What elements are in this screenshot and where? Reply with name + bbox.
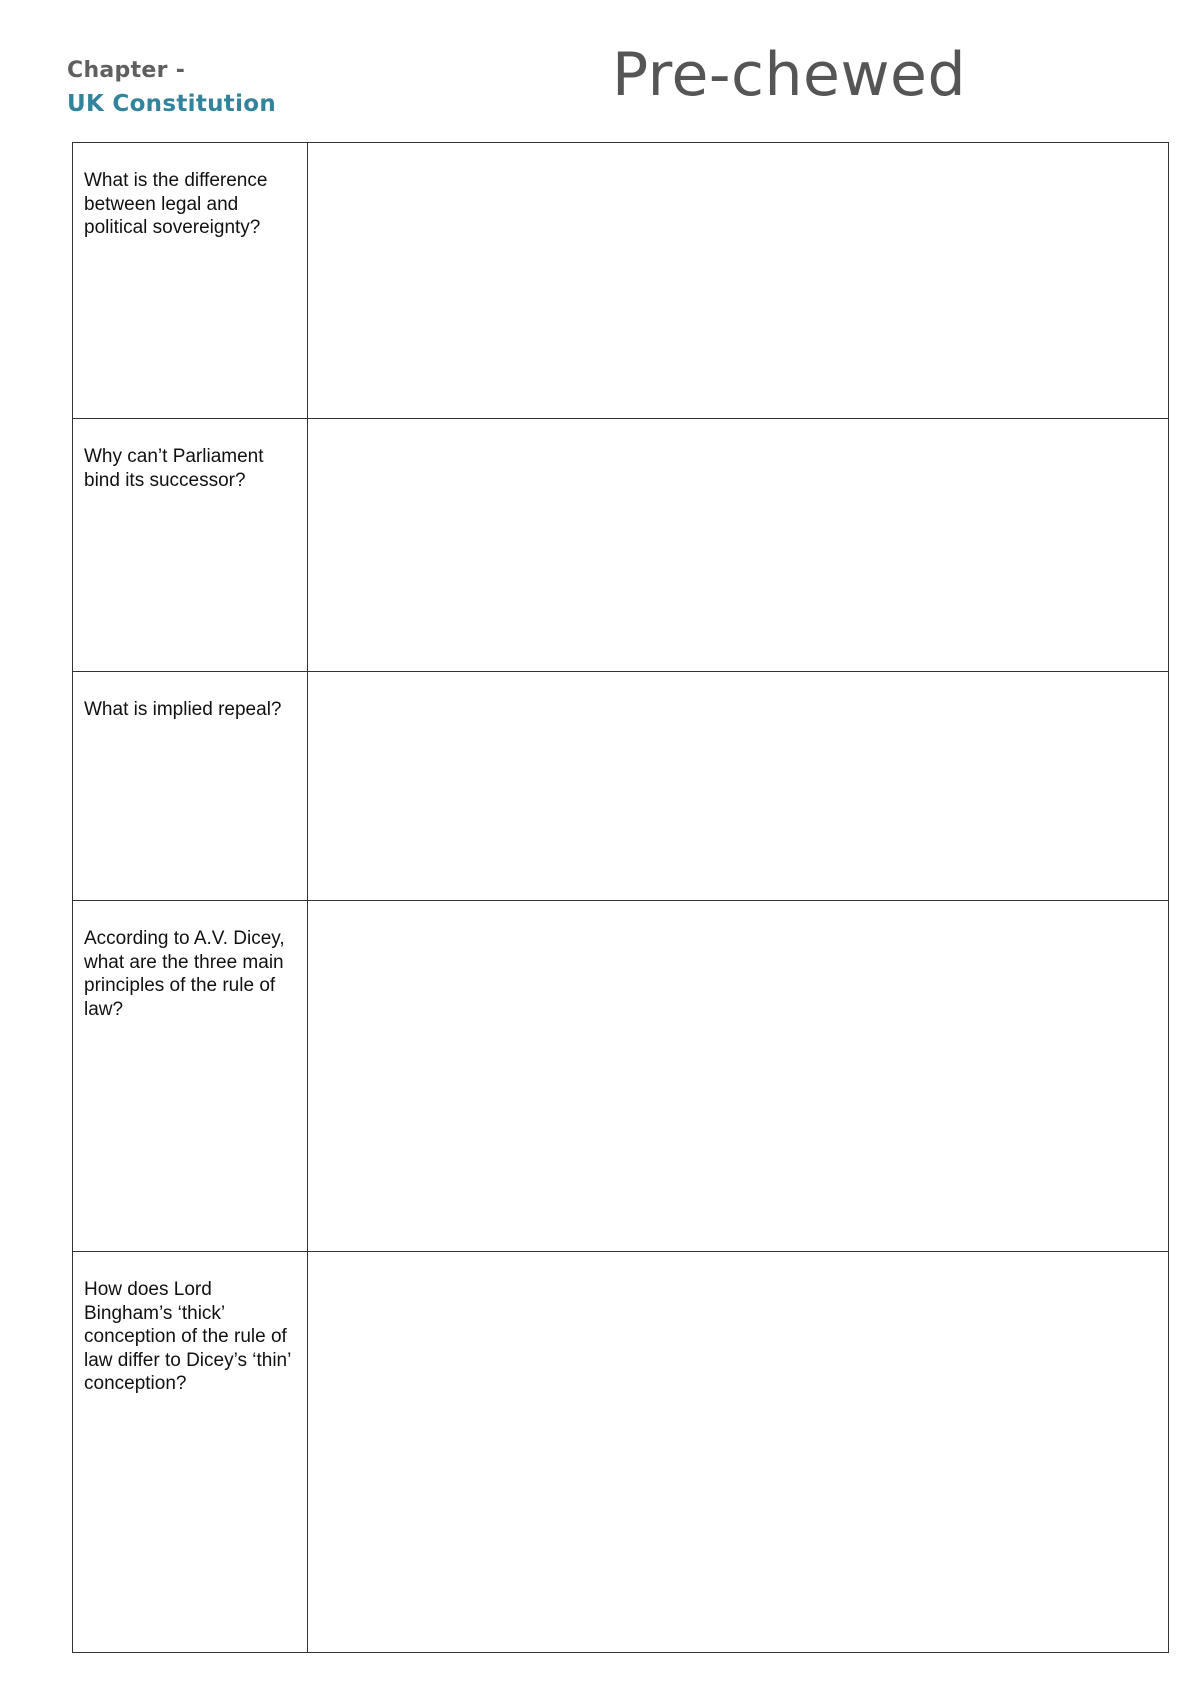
chapter-title: UK Constitution [67,91,277,117]
question-cell [73,143,308,419]
question-text: According to A.V. Dicey, what are the three main principles of the rule of law? [84,928,285,1020]
question-text: What is the difference between legal and political sovereignty? [84,170,268,238]
table-row [73,419,1169,672]
table-row [73,901,1169,1252]
answer-cell[interactable] [308,901,1169,1252]
question-text: Why can’t Parliament bind its successor? [84,446,264,491]
question-cell [73,672,308,901]
answer-cell[interactable] [308,1252,1169,1653]
answer-cell[interactable] [308,143,1169,419]
question-cell [73,1252,308,1653]
answer-cell[interactable] [308,672,1169,901]
question-text: How does Lord Bingham’s ‘thick’ conception of the rule of law differ to Dicey’s ‘thin’ conception? [84,1279,291,1394]
table-row [73,143,1169,419]
table-row [73,1252,1169,1653]
answer-cell[interactable] [308,419,1169,672]
worksheet-table [72,142,1169,1653]
question-cell [73,419,308,672]
question-cell [73,901,308,1252]
chapter-label: Chapter - [67,58,186,83]
page-title: Pre-chewed [612,40,967,110]
table-row [73,672,1169,901]
question-text: What is implied repeal? [84,699,282,720]
